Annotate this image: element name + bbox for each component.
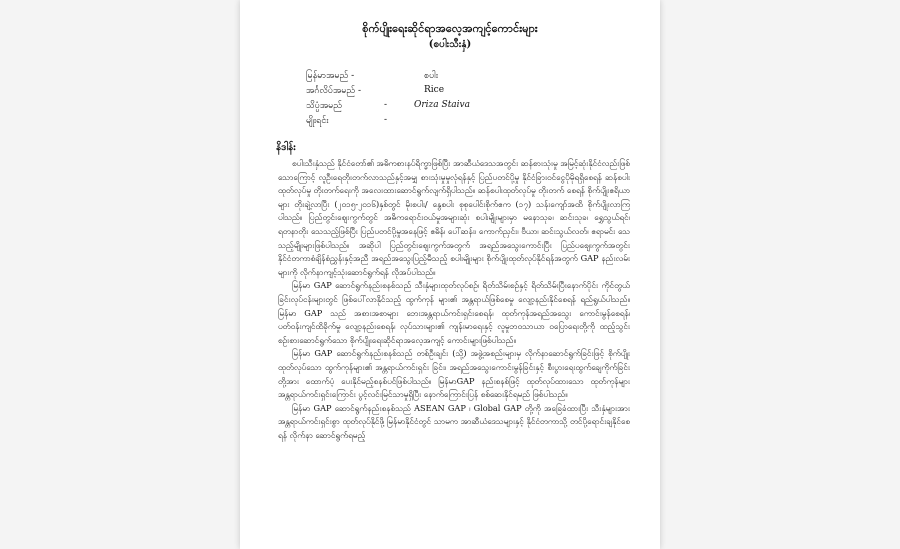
section-heading-introduction: နိဒါန်း [276, 142, 296, 153]
document-title: စိုက်ပျိုးရေးဆိုင်ရာအလေ့အကျင့်ကောင်းများ [362, 22, 538, 35]
meta-value: စပါး [424, 71, 439, 81]
meta-key: အင်္ဂလိပ်အမည် - [306, 86, 361, 96]
document-body [278, 157, 630, 442]
paragraph: မြန်မာ GAP ဆောင်ရွက်နည်းစနစ်သည် ASEAN GAP ၊ Global GAP တို့ကို အခြေခံထားပြီး သီးနှံများအား အန္တရာယ်ကင်းရှင်းစွာ ထုတ်လုပ်နိုင်ဖို့ မြန်မာနိုင်ငံတွင် သာမက အာဆီယံဒေသများနှင့် နိုင်ငံတကာသို့ တင်ပို့ရောင်းချနိုင်စေရန် လိုက်နာ ဆောင်ရွက်ရမည့် [278, 402, 630, 440]
meta-dash: - [384, 115, 388, 125]
meta-key: မြန်မာအမည် - [306, 71, 355, 81]
paragraph: မြန်မာ GAP ဆောင်ရွက်နည်းစနစ်သည် တစ်ဦးချင်း (သို့) အဖွဲ့အစည်းများမှ လိုက်နာဆောင်ရွက်ခြင်းဖြင့် စိုက်ပျိုးထုတ်လုပ်သော ထွက်ကုန်များ၏ အန္တရာယ်ကင်းရှင်း ခြင်း၊ အရည်အသွေးကောင်းမွန်ခြင်းနှင့် စီးပွားရေးထွက်ချေကိုက်ခြင်းတို့အား ထောက်ပံ့ ပေးနိုင်မည့်စနစ်ပင်ဖြစ်ပါသည်။ မြန်မာGAP နည်းစနစ်ဖြင့် ထုတ်လုပ်ထားသော ထုတ်ကုန်များ အန္တရာယ်ကင်းရှင်းကြောင်း ပွင့်လင်းမြင်သာမှုရှိပြီး နောက်ကြောင်းပြန် စစ်ဆေးနိုင်ရမည် ဖြစ်ပါသည်။ [278, 348, 630, 400]
document-subtitle: (စပါးသီးနှံ) [428, 39, 472, 50]
meta-key: သိပ္ပံအမည် [306, 101, 342, 111]
paragraph: စပါးသီးနှံသည် နိုင်ငံတော်၏ အဓိကစားနပ်ရိက္ခာဖြစ်ပြီး အာဆီယံဒေသအတွင်း ဆန်စားသုံးမှု အမြင့်ဆုံးနိုင်ငံလည်းဖြစ်သောကြောင့် လူဦးရေတိုးတက်လာသည်နှင့်အမျှ စားသုံးမှုမှုလုံရန်နှင့် ပြည်ပတင်ပို့မှု နိုင်ငံခြားဝင်ငွေပိုမိုရရှိစေရန် ဆန်စပါးထုတ်လုပ်မှု တိုးတက်ရေးကို အလေးထားဆောင်ရွက်လျက်ရှိပါသည်။ ဆန်စပါးထုတ်လုပ်မှု တိုးတက် စေရန် စိုက်ပျိုးဧရိယာများ တိုးချဲ့လာပြီး (၂၀၁၅-၂၀၁၆)နှစ်တွင် မိုးစပါး/ နွေစပါး စုစုပေါင်းစိုက်ဧက (၁၇) သန်းကျော်အထိ စိုက်ပျိုးလာကြပါသည်။ ပြည်တွင်းဈေးကွက်တွင် အဓိကရောင်းဝယ်မှုအများဆုံး စပါးမျိုးများမှာ မနောသုခ၊ ဆင်းသုခ၊ ရွှေသွယ်ရင်၊ ရတနာတိုး သေသည့်ဖြစ်ပြီး ပြည်ပတင်ပို့မှုအနေဖြင့် ဧဓိန်၊ ပေါ်ဆန်း၊ ကောက်ညှင်း၊ ဗီယာ၊ ဆင်းသွယ်လတ်၊ ဧရာမင်း သေသည့်မျိုးများဖြစ်ပါသည်။ အဆိုပါ ပြည်တွင်းဈေးကွက်အတွက် အရည်အသွေးကောင်းပြီး ပြည်ပဈေးကွက်အတွင်း နိုင်ငံတကာစံချိန်စံညွှန်းနှင့်အညီ အရည်အသွေးပြည့်မီသည့် စပါးမျိုးများ စိုက်ပျိုးထုတ်လုပ်နိုင်ရန်အတွက် GAP နည်းလမ်း များကို လိုက်နာကျင့်သုံးဆောင်ရွက်ရန် လိုအပ်ပါသည်။ [278, 158, 630, 277]
meta-key: မျိုးရင်း [306, 116, 329, 126]
meta-dash: - [384, 100, 388, 110]
paragraph: မြန်မာ GAP ဆောင်ရွက်နည်းစနစ်သည် သီးနှံများထုတ်လုပ်စဉ်၊ ရိတ်သိမ်းစဉ်နှင့် ရိတ်သိမ်းပြီးနောက်ပိုင်း ကိုင်တွယ်ခြင်းလုပ်ငန်းများတွင် ဖြစ်ပေါ်လာနိုင်သည့် ထွက်ကုန် များ၏ အန္တရာယ်ဖြစ်စေမှု လျော့နည်းနိုင်စေရန် ရည်ရွယ်ပါသည်။ မြန်မာ GAP သည် အစားအစာများ ဘေးအန္တရာယ်ကင်းရှင်းစေရန်၊ ထုတ်ကုန်အရည်အသွေး ကောင်းမွန်စေရန်၊ ပတ်ဝန်းကျင်ထိခိုက်မှု လျော့နည်းစေရန်၊ လုပ်သားများ၏ ကျန်းမာရေးနှင့် လူမှုဘဝသာယာ ဝပြောရေးတို့ကို ထည့်သွင်းစဉ်းစားဆောင်ရွက်သော စိုက်ပျိုးရေးဆိုင်ရာအလေ့အကျင့် ကောင်းများဖြစ်ပါသည်။ [278, 280, 630, 345]
document-page [240, 0, 660, 549]
meta-value: Oriza Staiva [414, 100, 471, 110]
meta-value: Rice [424, 85, 445, 95]
